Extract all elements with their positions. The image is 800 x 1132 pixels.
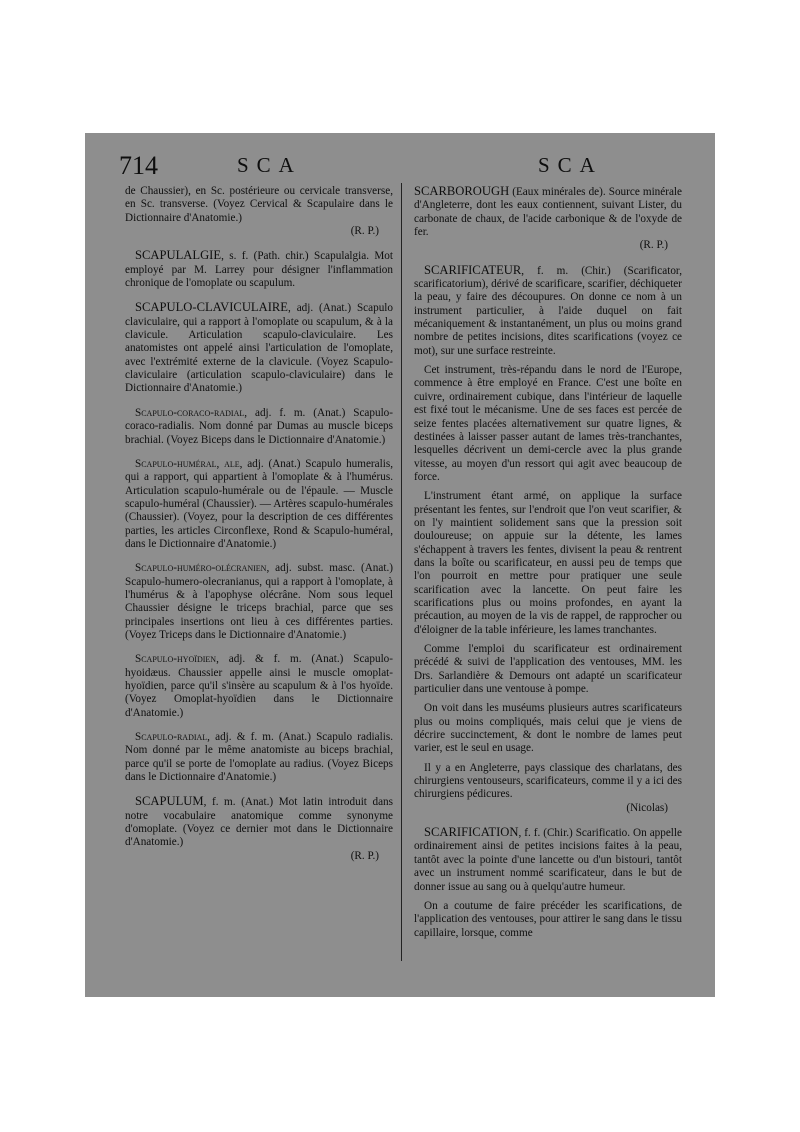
paragraph: On voit dans les muséums plusieurs autres scarificateurs plus ou moins compliqués, mais celui que je viens de décrire succinctement, & dont le nombre de lames peut varier, est le seul en usage. [414, 702, 682, 755]
entry-scapulo-coraco-radial [125, 407, 393, 447]
entry-text: , adj. (Anat.) Scapulo claviculaire, qui a rapport à l'omoplate ou scapulum, & à la clavicule. Articulation scapulo-claviculaire. Les anatomistes ont appelé ainsi l'articulation de l'omoplate, avec l'extrémité externe de la clavicule. (Voyez Scapulo-claviculaire (articulation scapulo-claviculaire) dans le Dictionnaire d'Anatomie.) [125, 302, 393, 395]
entry-headword: SCAPULO-CLAVICULAIRE [135, 300, 288, 315]
entry-headword: SCARBOROUGH [414, 184, 510, 198]
entry-signature: (Nicolas) [626, 801, 668, 814]
entry-signature: (R. P.) [350, 849, 379, 862]
entry-headword: Scapulo-huméro-olécranien [135, 562, 267, 575]
entry-scapulo-humeral [125, 458, 393, 551]
entry-headword: SCARIFICATION [424, 825, 519, 840]
entry-text: , adj. & f. m. (Anat.) Scapulo radialis. Nom donné par le même anatomiste au biceps brachial, parce qu'il se porte de l'omoplate au radius. (Voyez Biceps dans le Dictionnaire d'Anatomie.) [125, 731, 393, 784]
entry-headword: Scapulo-coraco-radial [135, 406, 245, 419]
entry-text: , adj. f. m. (Anat.) Scapulo-coraco-radialis. Nom donné par Dumas au muscle biceps brachial. (Voyez Biceps dans le Dictionnaire d'Anatomie.) [125, 406, 393, 446]
entry-headword: SCAPULUM [135, 794, 204, 809]
entry-scapulo-claviculaire [125, 301, 393, 395]
entry-text: , adj. & f. m. (Anat.) Scapulo-hyoidæus. Chaussier appelle ainsi le muscle omoplat-hyoïdien, parce qu'il s'insère au scapulum & à l'os hyoïde. (Voyez Omoplat-hyoïdien dans le Dictionnaire d'Anatomie.) [125, 653, 393, 719]
paragraph: Comme l'emploi du scarificateur est ordinairement précédé & suivi de l'application des ventouses, MM. les Drs. Sarlandière & Demours ont adapté un scarificateur particulier dans une ventouse à pompe. [414, 643, 682, 696]
paragraph: L'instrument étant armé, on applique la surface présentant les fentes, sur l'endroit que l'on veut scarifier, & on l'y maintient solidement sans que la pression soit douloureuse; on appuie sur la détente, les lames s'échappent à travers les fentes, divisent la peau & rentrent dans la boîte ou scarificateur, en aussi peu de temps que l'on pourroit en mettre pour pratiquer une seule scarification avec la lancette. On peut faire les scarifications plus ou moins profondes, en ayant la précaution, au moyen de la vis de rappel, de rapprocher ou d'éloigner de la table inférieure, les lames tranchantes. [414, 490, 682, 636]
entry-signature: (R. P.) [350, 225, 379, 238]
entry-text: (Eaux minérales de). Source minérale d'Angleterre, dont les eaux contiennent, suivant Lister, du carbonate de chaux, de l'acide carbonique & de l'oxyde de fer. [414, 186, 682, 239]
paragraph: On a coutume de faire précéder les scarifications, de l'application des ventouses, pour attirer le sang dans le tissu capillaire, lorsque, comme [414, 899, 682, 939]
entry-text: , f. f. (Chir.) Scarificatio. On appelle ordinairement ainsi de petites incisions faites à la peau, tantôt avec la pointe d'une lancette ou d'un bistouri, tantôt avec un instrument nommé scarificateur, dans le but de donner issue au sang ou à quelqu'autre humeur. [414, 827, 682, 893]
entry-scarborough [414, 185, 682, 253]
entry-scapulalgie [125, 249, 393, 290]
entry-headword: SCARIFICATEUR [424, 262, 522, 277]
entry-signature: (R. P.) [639, 239, 668, 252]
entry-text: , adj. (Anat.) Scapulo humeralis, qui a rapport, qui appartient à l'omoplate & à l'humérus. Articulation scapulo-humérale ou de l'épaule. — Muscle scapulo-huméral (Chaussier). — Artères scapulo-humérales (Chaussier). (Voyez, pour la description de ces différentes parties, les articles Circonflexe, Rond & Scapulo-huméral, dans le Dictionnaire d'Anatomie.) [125, 457, 393, 550]
entry-scapulo-hyoidien [125, 653, 393, 720]
entry-text: de Chaussier), en Sc. postérieure ou cervicale transverse, en Sc. transverse. (Voyez Cervical & Scapulaire dans le Dictionnaire d'Anatomie.) [125, 185, 393, 224]
entry-scapulo-humero-olecranien [125, 562, 393, 642]
running-head-left: SCA [237, 153, 302, 177]
entry-text: Il y a en Angleterre, pays classique des charlatans, des chirurgiens ventouseurs, scarificateurs, comme il y a ici des chirurgiens pédicures. [414, 761, 682, 801]
scanned-page [85, 133, 715, 997]
paragraph: Cet instrument, très-répandu dans le nord de l'Europe, commence à être employé en France. C'est une boîte en cuivre, ordinairement cubique, dans l'intérieur de laquelle est fixé tout le mécanisme. Une de ses faces est percée de seize fentes placées alternativement sur quatre lignes, & destinées à laisser passer autant de lames très-tranchantes, lesquelles décrivent un demi-cercle avec la plus grande vitesse, au moyen d'un ressort qui agit avec beaucoup de force. [414, 364, 682, 483]
entry-headword: SCAPULALGIE [135, 248, 222, 263]
entry-headword: Scapulo-radial [135, 731, 208, 744]
left-column [125, 185, 393, 874]
entry-scapulum [125, 795, 393, 863]
column-divider [401, 183, 402, 961]
entry-continuation [125, 185, 393, 238]
entry-scarification [414, 826, 682, 894]
entry-text: , f. m. (Anat.) Mot latin introduit dans notre vocabulaire anatomique comme synonyme d'omoplate. (Voyez ce dernier mot dans le Dictionnaire d'Anatomie.) [125, 796, 393, 849]
entry-scapulo-radial [125, 731, 393, 784]
entry-text: , f. m. (Chir.) (Scarificator, scarificatorium), dérivé de scarificare, scarifier, déchiqueter la peau, y faire des découpures. On donne ce nom à un instrument particulier, à l'aide duquel on fait mécaniquement & instantanément, un plus ou moins grand nombre de petites incisions, dites scarifications (voyez ce mot), sur une surface restreinte. [414, 264, 682, 357]
paragraph-with-signature [414, 762, 682, 815]
running-head-right: SCA [538, 153, 603, 177]
entry-scarificateur [414, 264, 682, 358]
page-number: 714 [119, 151, 158, 180]
entry-headword: Scapulo-huméral, ale [135, 457, 240, 470]
entry-text: , s. f. (Path. chir.) Scapulalgia. Mot employé par M. Larrey pour désigner l'inflammation chronique de l'omoplate ou scapulum. [125, 250, 393, 290]
right-column [414, 185, 682, 946]
entry-text: , adj. subst. masc. (Anat.) Scapulo-humero-olecranianus, qui a rapport à l'omoplate, à l'humérus & à l'apophyse olécrâne. Nom sous lequel Chaussier désigne le triceps brachial, parce que ses principales insertions ont lieu à ces différentes parties. (Voyez Triceps dans le Dictionnaire d'Anatomie.) [125, 562, 393, 641]
entry-headword: Scapulo-hyoïdien [135, 653, 217, 666]
